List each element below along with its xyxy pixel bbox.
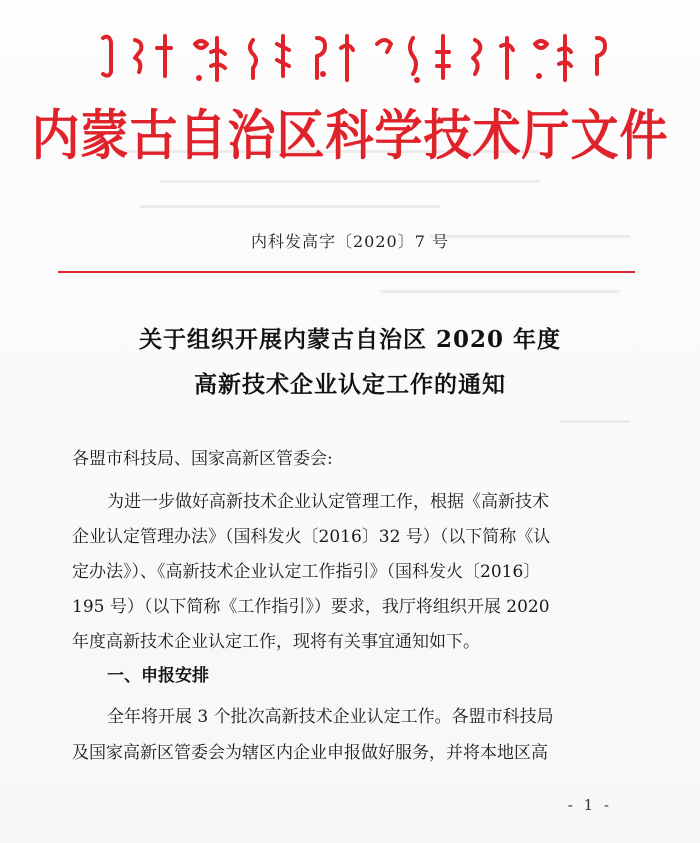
addressee-line: 各盟市科技局、国家高新区管委会: (72, 449, 333, 469)
mongolian-script-header (95, 30, 615, 88)
paragraph-1-line-2: 企业认定管理办法》（国科发火〔2016〕32 号）（以下简称《认 (72, 527, 551, 547)
section-heading-1: 一、申报安排 (107, 666, 209, 686)
document-number: 内科发高字〔2020〕7 号 (251, 232, 449, 251)
notice-title-line-1: 关于组织开展内蒙古自治区 2020 年度 (138, 326, 562, 353)
page-number: - 1 - (567, 796, 612, 814)
red-divider-line (58, 271, 635, 273)
paragraph-2-line-2: 及国家高新区管委会为辖区内企业申报做好服务，并将本地区高 (72, 743, 548, 763)
paragraph-1-line-3: 定办法》）、《高新技术企业认定工作指引》（国科发火〔2016〕 (72, 562, 541, 582)
paragraph-1-line-5: 年度高新技术企业认定工作，现将有关事宜通知如下。 (72, 632, 480, 652)
paragraph-1-line-1: 为进一步做好高新技术企业认定管理工作，根据《高新技术 (107, 492, 549, 512)
paragraph-2-line-1: 全年将开展 3 个批次高新技术企业认定工作。各盟市科技局 (107, 707, 554, 727)
notice-title-line-2: 高新技术企业认定工作的通知 (194, 371, 506, 398)
org-document-title: 内蒙古自治区科学技术厅文件 (31, 104, 669, 168)
paragraph-1-line-4: 195 号）（以下简称《工作指引》）要求，我厅将组织开展 2020 (72, 597, 550, 617)
